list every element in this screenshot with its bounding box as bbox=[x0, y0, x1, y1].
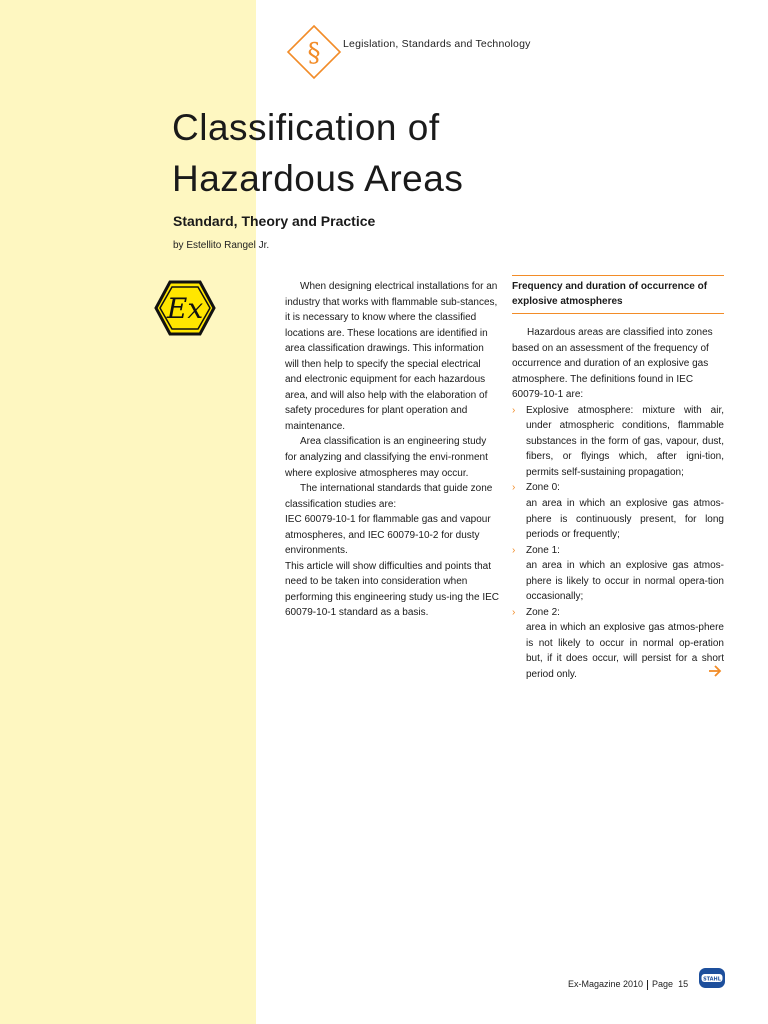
section-heading: Frequency and duration of occurrence of explosive atmospheres bbox=[512, 281, 708, 307]
section-sign-icon bbox=[286, 24, 342, 80]
bullet-icon: › bbox=[512, 482, 516, 494]
definition-title: Zone 1: bbox=[526, 544, 560, 556]
definition-text: an area in which an explosive gas atmos-phere is continuously present, for long periods or frequently; bbox=[526, 498, 724, 541]
definition-text: area in which an explosive gas atmos-phere is not likely to occur in normal op-eration but, if it does occur, will persist for a short period only. bbox=[526, 622, 724, 681]
heading-rule-bottom bbox=[512, 313, 724, 314]
definition-text: an area in which an explosive gas atmos-phere is likely to occur in normal opera-tion occasionally; bbox=[526, 560, 724, 603]
article-subtitle: Standard, Theory and Practice bbox=[173, 213, 376, 229]
definition-list bbox=[512, 403, 724, 683]
article-title bbox=[172, 102, 463, 204]
bullet-icon: › bbox=[512, 544, 516, 556]
paragraph-intro: When designing electrical installations for an industry that works with flammable sub-stances, it is necessary to know where the classified locations are. These locations are identified in area classification drawings. This information will then help to specify the special electrical and electronic equipment for each hazardous area, and will also help with the elaboration of safety procedures for plant operation and maintenance. bbox=[285, 281, 498, 432]
paragraph-zones-intro: Hazardous areas are classified into zones based on an assessment of the frequency of occurrence and duration of an explosive gas atmosphere. The definitions found in IEC 60079-10-1 are: bbox=[512, 327, 713, 401]
list-item bbox=[512, 403, 724, 481]
definition-title: Zone 0: bbox=[526, 482, 560, 494]
continue-arrow-icon bbox=[708, 664, 722, 678]
svg-text:Ex: Ex bbox=[166, 292, 204, 325]
bullet-icon: › bbox=[512, 606, 516, 618]
page-number: 15 bbox=[678, 979, 689, 989]
svg-text:STAHL: STAHL bbox=[703, 976, 721, 983]
heading-rule-top bbox=[512, 275, 724, 276]
definition-title: Zone 2: bbox=[526, 606, 560, 618]
definition-text: Explosive atmosphere: mixture with air, under atmospheric conditions, flammable substances in the form of gas, vapour, dust, fibers, or flyings which, after igni-tion, permits self-sustaining propagation; bbox=[526, 404, 724, 478]
title-line-1: Classification of bbox=[172, 107, 440, 148]
article-byline: by Estellito Rangel Jr. bbox=[173, 240, 270, 251]
page-footer bbox=[568, 979, 688, 990]
paragraph-standards: The international standards that guide zone classification studies are: bbox=[285, 483, 493, 510]
page-label: Page bbox=[652, 979, 674, 989]
paragraph-iec-standards: IEC 60079-10-1 for flammable gas and vapour atmospheres, and IEC 60079-10-2 for dusty environments. bbox=[285, 514, 491, 557]
footer-divider bbox=[647, 980, 648, 990]
section-label: Legislation, Standards and Technology bbox=[343, 38, 531, 50]
title-line-2: Hazardous Areas bbox=[172, 158, 464, 199]
left-column bbox=[285, 279, 499, 621]
svg-text:§: § bbox=[307, 38, 321, 68]
list-item bbox=[512, 605, 724, 683]
ex-hazard-icon bbox=[154, 280, 216, 336]
list-item bbox=[512, 480, 724, 542]
right-column bbox=[512, 325, 724, 683]
stahl-logo-icon bbox=[699, 968, 725, 988]
paragraph-area-classification: Area classification is an engineering study for analyzing and classifying the envi-ronment where explosive atmospheres may occur. bbox=[285, 436, 488, 479]
paragraph-article-scope: This article will show difficulties and points that need to be taken into consideration when performing this engineering study us-ing the IEC 60079-10-1 standard as a basis. bbox=[285, 560, 500, 619]
bullet-icon: › bbox=[512, 404, 516, 416]
magazine-name: Ex-Magazine 2010 bbox=[568, 979, 644, 989]
list-item bbox=[512, 543, 724, 605]
